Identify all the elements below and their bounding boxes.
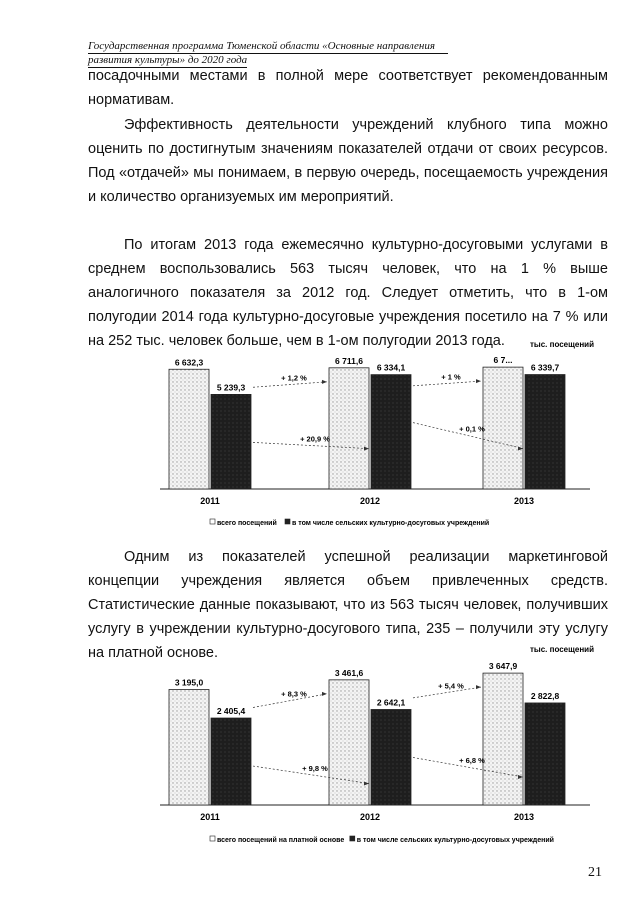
data-label-2013-series-1: 6 7... <box>493 355 513 366</box>
data-label-2013-series-2: 6 339,7 <box>530 362 560 373</box>
arrow-head <box>322 692 327 696</box>
growth-annotation: + 9,8 % <box>302 763 328 773</box>
header-line-2: развития культуры» до 2020 года <box>88 54 248 66</box>
paragraph-4: Одним из показателей успешной реализации маркетинговой концепции учреждения является объем привлеченных средств. Статистические данные показывают, что из 563 тысяч человек, получивших услугу в учреждении культурно-досугового типа, 235 – получили эту услугу на платной основе. <box>88 549 608 661</box>
growth-annotation: + 1 % <box>441 372 461 382</box>
growth-annotation: + 8,3 % <box>281 689 307 699</box>
data-label-2013-series-1: 3 647,9 <box>488 661 518 672</box>
data-label-2012-series-1: 6 711,6 <box>335 355 363 366</box>
data-label-2012-series-1: 3 461,6 <box>334 667 364 678</box>
chart-paid-visits <box>160 642 600 852</box>
data-label-2012-series-2: 2 642,1 <box>376 697 406 708</box>
page-number: 21 <box>588 865 602 880</box>
arrow-head <box>476 379 481 383</box>
category-label-2011: 2011 <box>200 812 220 822</box>
bar-2013-series-1 <box>483 673 523 805</box>
bar-2011-series-2 <box>211 718 251 805</box>
unit-label: тыс. посещений <box>529 645 594 654</box>
growth-annotation: + 5,4 % <box>438 681 464 691</box>
header-line-1: Государственная программа Тюменской области «Основные направления <box>88 40 448 54</box>
data-label-2011-series-2: 5 239,3 <box>216 382 246 393</box>
legend-swatch-series-2 <box>285 519 290 524</box>
bar-2012-series-2 <box>371 375 411 489</box>
chart-paid-visits-svg <box>160 642 600 852</box>
data-label-2013-series-2: 2 822,8 <box>530 690 560 701</box>
paragraph-2: Эффективность деятельности учреждений клубного типа можно оценить по достигнутым значениям показателей отдачи от своих ресурсов. Под «отдачей» мы понимаем, в первую очередь, посещаемость учреждения и количество организуемых им мероприятий. <box>88 117 608 205</box>
growth-annotation: + 6,8 % <box>459 756 485 766</box>
data-label-2011-series-2: 2 405,4 <box>216 706 246 717</box>
data-label-2011-series-1: 3 195,0 <box>174 677 204 688</box>
legend-entry-series-2: в том числе сельских культурно-досуговых учреждений <box>356 837 554 844</box>
bar-2013-series-1 <box>483 367 523 489</box>
bar-2012-series-1 <box>329 368 369 489</box>
unit-label: тыс. посещений <box>529 340 594 349</box>
bar-2012-series-2 <box>371 709 411 805</box>
paragraph-1: посадочными местами в полной мере соответствует рекомендованным нормативам. <box>88 68 608 108</box>
legend-entry-series-1: всего посещений <box>217 520 277 527</box>
legend-swatch-series-1 <box>210 836 215 841</box>
legend-entry-series-2: в том числе сельских культурно-досуговых учреждений <box>292 520 490 527</box>
bar-2013-series-2 <box>525 703 565 805</box>
bar-2012-series-1 <box>329 680 369 805</box>
category-label-2011: 2011 <box>200 496 220 506</box>
category-label-2012: 2012 <box>359 496 381 506</box>
growth-annotation: + 0,1 % <box>459 424 485 434</box>
chart-visits <box>160 337 600 537</box>
arrow-head <box>476 685 481 689</box>
legend-swatch-series-1 <box>210 519 215 524</box>
bar-2013-series-2 <box>525 375 565 489</box>
category-label-2012: 2012 <box>359 812 381 822</box>
data-label-2012-series-2: 6 334,1 <box>376 362 406 373</box>
arrow-head <box>322 380 327 384</box>
legend-entry-series-1: всего посещений на платной основе <box>217 837 345 844</box>
legend-swatch-series-2 <box>350 836 355 841</box>
growth-arrow <box>253 382 327 387</box>
growth-arrow <box>413 381 481 386</box>
chart-visits-svg <box>160 337 600 537</box>
category-label-2013: 2013 <box>513 812 535 822</box>
bar-2011-series-1 <box>169 369 209 489</box>
bar-2011-series-1 <box>169 689 209 805</box>
data-label-2011-series-1: 6 632,3 <box>174 357 204 368</box>
growth-annotation: + 20,9 % <box>300 434 330 444</box>
bar-2011-series-2 <box>211 394 251 489</box>
paragraph-3: По итогам 2013 года ежемесячно культурно-досуговыми услугами в среднем воспользовались 563 тысяч человек, что на 1 % выше аналогичного показателя за 2012 год. Следует отметить, что в 1-ом полугодии 2014 года культурно-досуговые учреждения посетило на 7 % или на 252 тыс. человек больше, чем в 1-ом полугодии 2013 года. <box>88 237 608 349</box>
category-label-2013: 2013 <box>513 496 535 506</box>
growth-annotation: + 1,2 % <box>281 373 307 383</box>
